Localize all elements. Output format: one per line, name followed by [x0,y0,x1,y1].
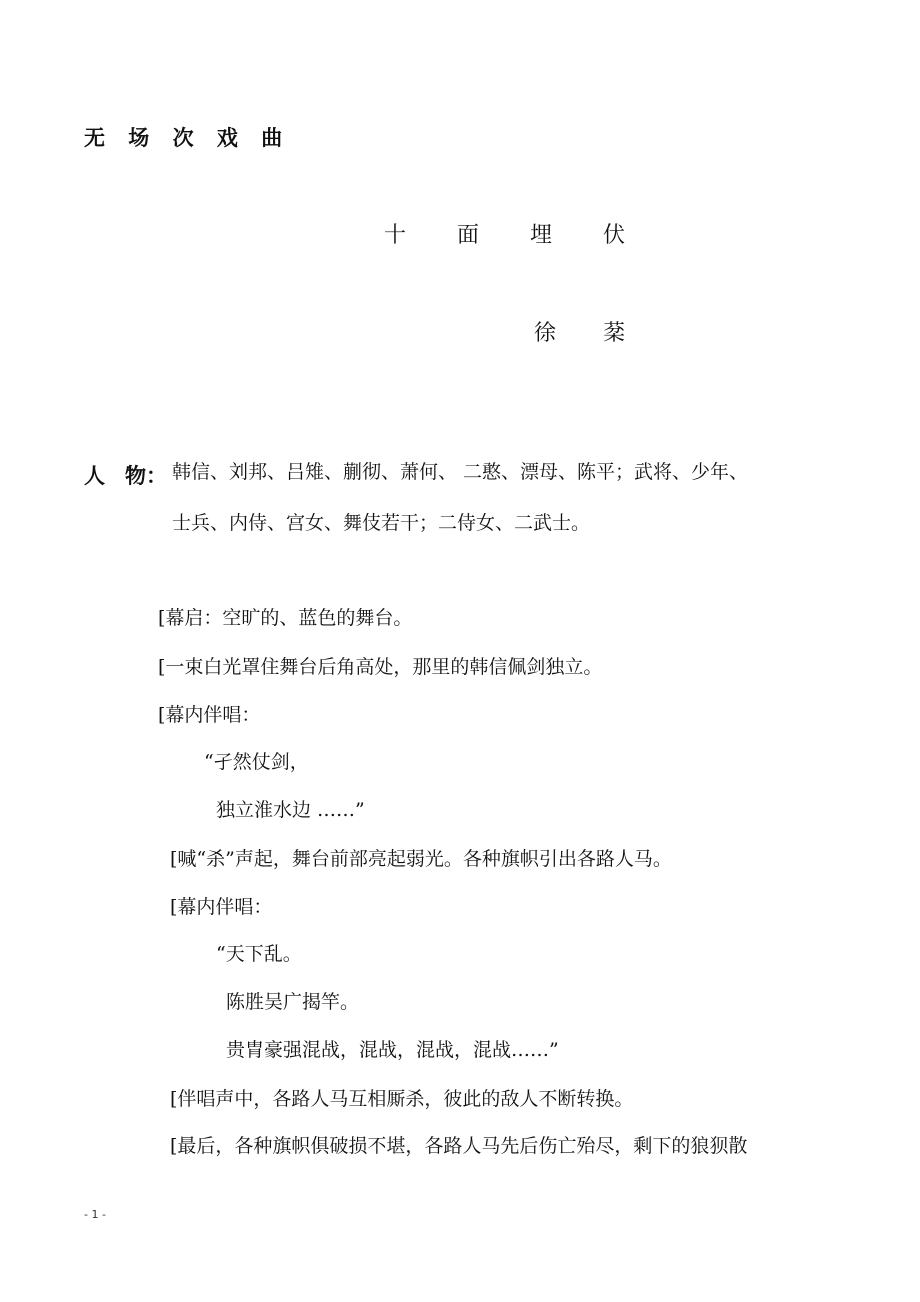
lyric-line: 陈胜吴广揭竿。 [226,991,360,1013]
stage-direction: [伴唱声中，各路人马互相厮杀，彼此的敌人不断转换。 [170,1088,634,1110]
cast-label [84,460,167,490]
page-number: - 1 - [84,1208,106,1221]
stage-direction: [幕内伴唱： [158,704,261,726]
lyric-line: “孑然仗剑， [204,751,309,773]
stage-direction: [喊“杀”声起，舞台前部亮起弱光。各种旗帜引出各路人马。 [170,848,672,870]
cast-list-line-2: 士兵、内侍、宫女、舞伎若干；二侍女、二武士。 [172,512,591,534]
lyric-line: “天下乱。 [216,943,302,965]
lyric-line: 独立淮水边 ……” [216,799,365,821]
play-title: 十 面 埋 伏 [384,223,647,248]
author-name: 徐 棻 [534,321,645,346]
cast-list-line-1: 韩信、刘邦、吕雉、蒯彻、萧何、 二憨、漂母、陈平；武将、少年、 [172,461,749,483]
lyric-line: 贵胄豪强混战，混战，混战，混战……” [226,1039,559,1061]
stage-direction: [最后，各种旗帜俱破损不堪，各路人马先后伤亡殆尽，剩下的狼狈散 [170,1135,748,1157]
cast-label-part2: 物： [125,464,167,488]
genre-heading: 无 场 次 戏 曲 [84,126,291,150]
stage-direction: [一束白光罩住舞台后角高处，那里的韩信佩剑独立。 [158,656,603,678]
cast-label-part1: 人 [84,464,105,488]
stage-direction: [幕内伴唱： [170,896,273,918]
stage-direction: [幕启：空旷的、蓝色的舞台。 [158,607,413,629]
